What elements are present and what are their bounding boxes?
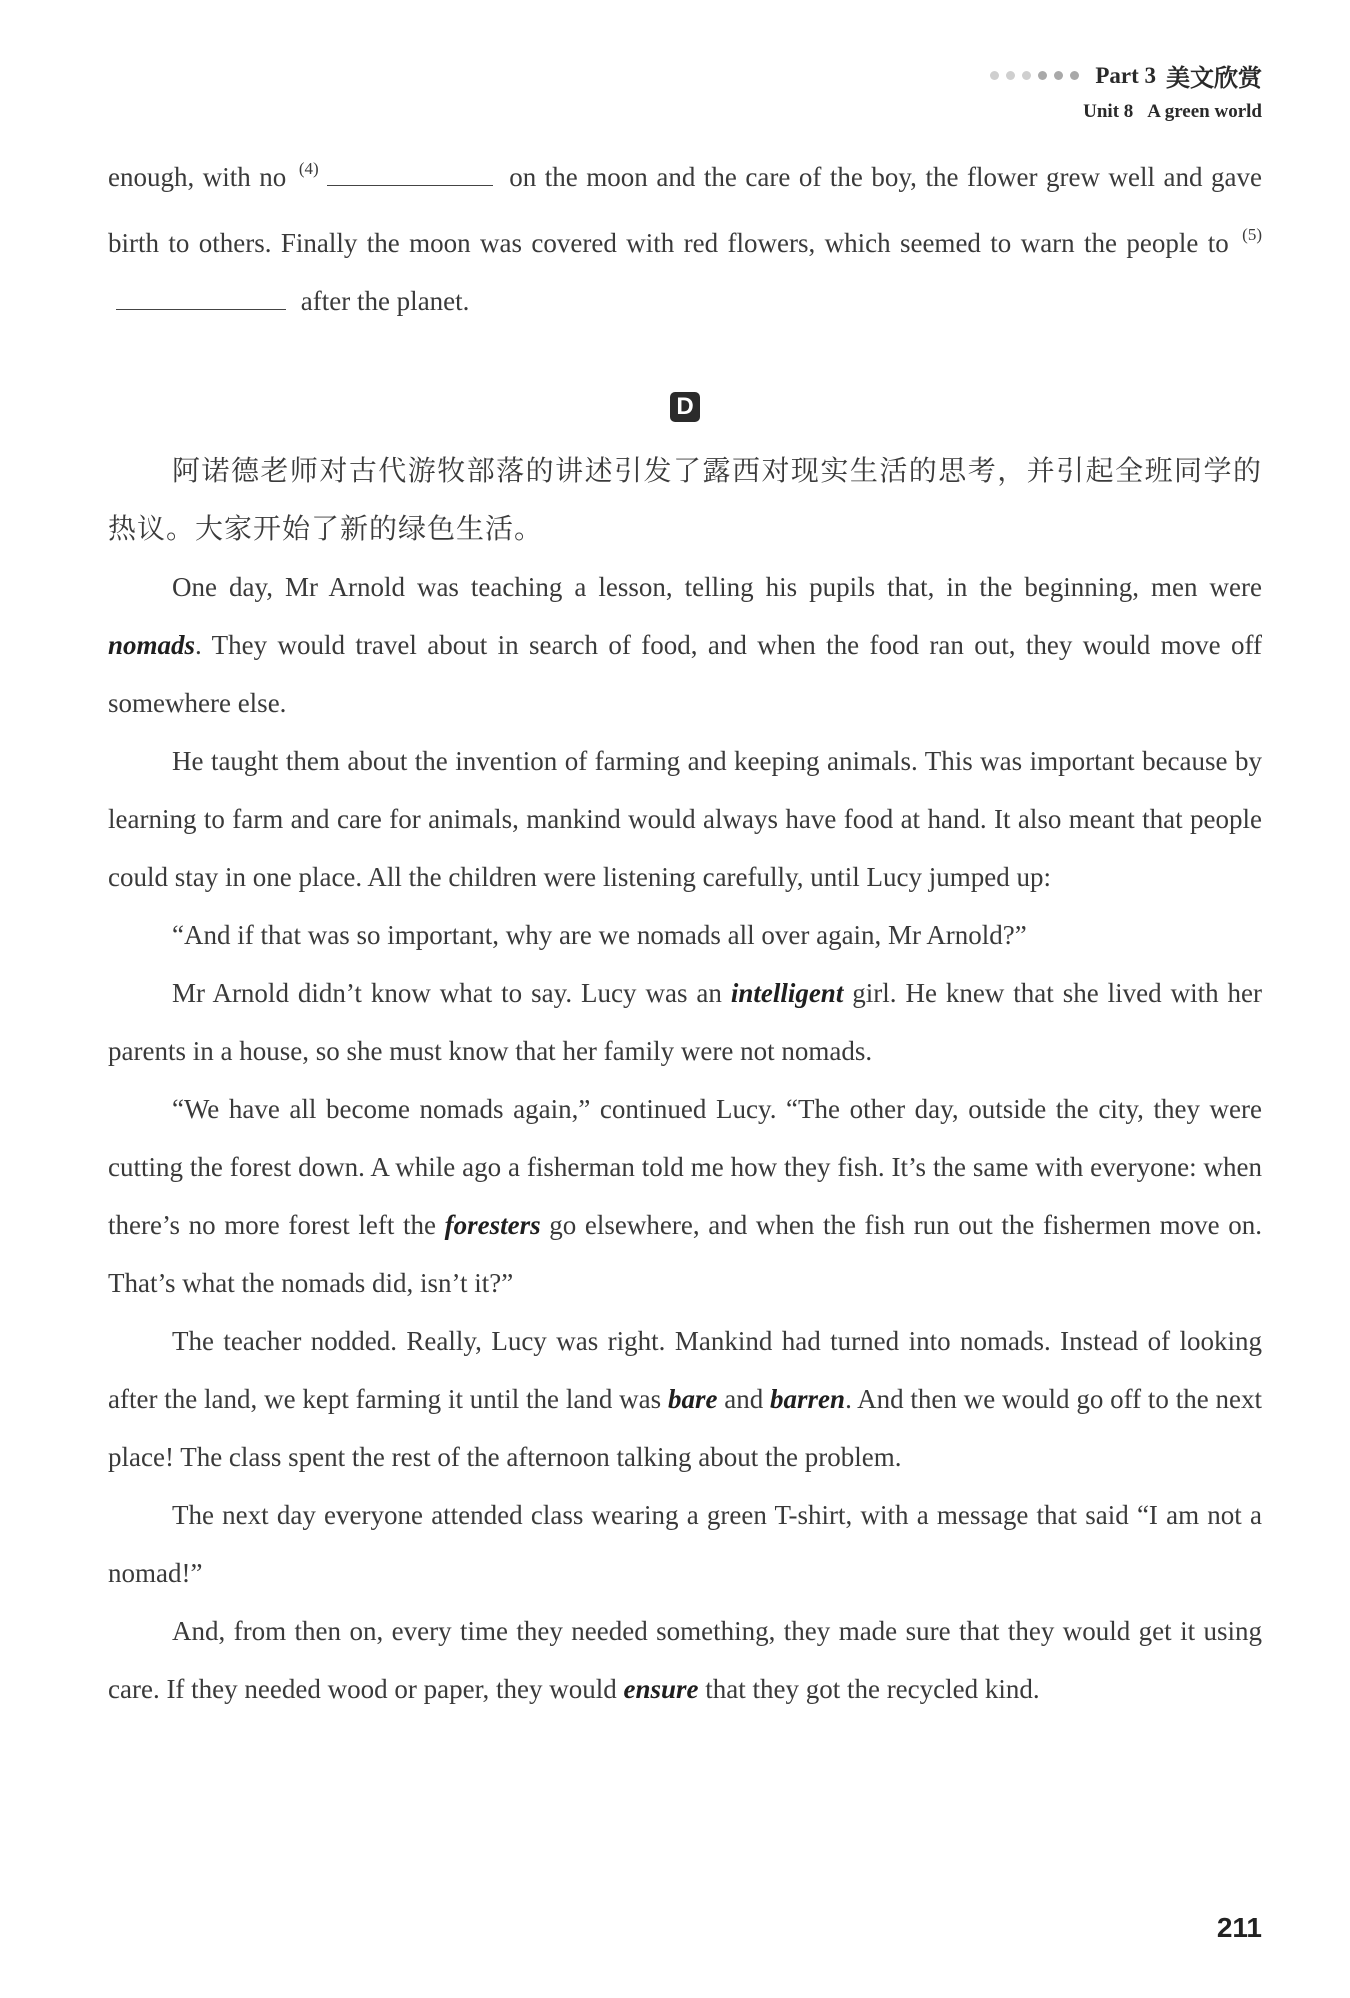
text-segment: that they got the recycled kind.: [698, 1674, 1040, 1704]
blank-number: (5): [1242, 225, 1262, 244]
story-paragraph: [108, 1602, 1262, 1718]
story-paragraph: [108, 1080, 1262, 1312]
keyword: intelligent: [730, 978, 844, 1008]
dot-icon: [990, 71, 999, 80]
dot-icon: [1006, 71, 1015, 80]
text-segment: One day, Mr Arnold was teaching a lesson, telling his pupils that, in the beginning, men were: [172, 572, 1262, 602]
text-segment: And, from then on, every time they needed something, they made sure that they would get it using care. If they needed wood or paper, they would: [108, 1616, 1262, 1704]
continuation-paragraph: [108, 140, 1262, 330]
decorative-dots: [990, 71, 1079, 80]
text-segment: The teacher nodded. Really, Lucy was right. Mankind had turned into nomads. Instead of looking after the land, we kept farming it until the land was: [108, 1326, 1262, 1414]
story-paragraph: The next day everyone attended class wearing a green T-shirt, with a message that said “I am not a nomad!”: [108, 1500, 1262, 1588]
text-segment: . And then we would go off to the next place! The class spent the rest of the afternoon talking about the problem.: [108, 1384, 1263, 1472]
section-label: D: [670, 392, 700, 422]
page-number: 211: [1216, 1912, 1262, 1943]
part-title: 美文欣赏: [1166, 64, 1262, 92]
answer-blank-5[interactable]: [116, 287, 286, 310]
text-segment: and: [717, 1384, 771, 1414]
keyword: bare: [667, 1384, 718, 1414]
unit-number: Unit 8: [1083, 101, 1134, 122]
dot-icon: [1038, 71, 1047, 80]
text-segment: on the moon and the care of the boy, the flower grew well and gave birth to others. Finally the moon was covered with red flowers, which seemed to warn the people to: [108, 162, 1263, 258]
text-segment: after the planet.: [300, 286, 470, 316]
text-segment: go elsewhere, and when the fish run out the fishermen move on. That’s what the nomads did, isn’t it?”: [108, 1210, 1262, 1298]
story-paragraph: He taught them about the invention of farming and keeping animals. This was important because by learning to farm and care for animals, mankind would always have food at hand. It also meant that people could stay in one place. All the children were listening carefully, until Lucy jumped up:: [108, 746, 1262, 892]
unit-line: [990, 101, 1262, 123]
part-number: Part 3: [1095, 62, 1156, 88]
text-segment: girl. He knew that she lived with her parents in a house, so she must know that her family were not nomads.: [108, 978, 1262, 1066]
dot-icon: [1070, 71, 1079, 80]
story-paragraph: [108, 558, 1262, 732]
text-segment: enough, with no: [108, 162, 287, 192]
text-segment: “We have all become nomads again,” continued Lucy. “The other day, outside the city, they were cutting the forest down. A while ago a fisherman told me how they fish. It’s the same with everyone: when there’s no more forest left the: [108, 1094, 1262, 1240]
keyword: nomads: [108, 630, 196, 660]
keyword: foresters: [444, 1210, 541, 1240]
answer-blank-4[interactable]: [327, 163, 493, 186]
part-line: [990, 58, 1262, 93]
dot-icon: [1054, 71, 1063, 80]
section-intro: 阿诺德老师对古代游牧部落的讲述引发了露西对现实生活的思考，并引起全班同学的热议。大家开始了新的绿色生活。: [108, 454, 1262, 545]
story-paragraph: [108, 1312, 1262, 1486]
dot-icon: [1022, 71, 1031, 80]
story-paragraph: “And if that was so important, why are we nomads all over again, Mr Arnold?”: [172, 920, 1027, 950]
keyword: ensure: [623, 1674, 699, 1704]
page-body: [108, 140, 1262, 1718]
keyword: barren: [770, 1384, 846, 1414]
text-segment: . They would travel about in search of food, and when the food ran out, they would move off somewhere else.: [108, 630, 1262, 718]
running-header: [990, 58, 1262, 123]
story-paragraph: [108, 964, 1262, 1080]
blank-number: (4): [298, 159, 319, 178]
unit-title: A green world: [1147, 101, 1262, 122]
text-segment: Mr Arnold didn’t know what to say. Lucy was an: [172, 978, 731, 1008]
